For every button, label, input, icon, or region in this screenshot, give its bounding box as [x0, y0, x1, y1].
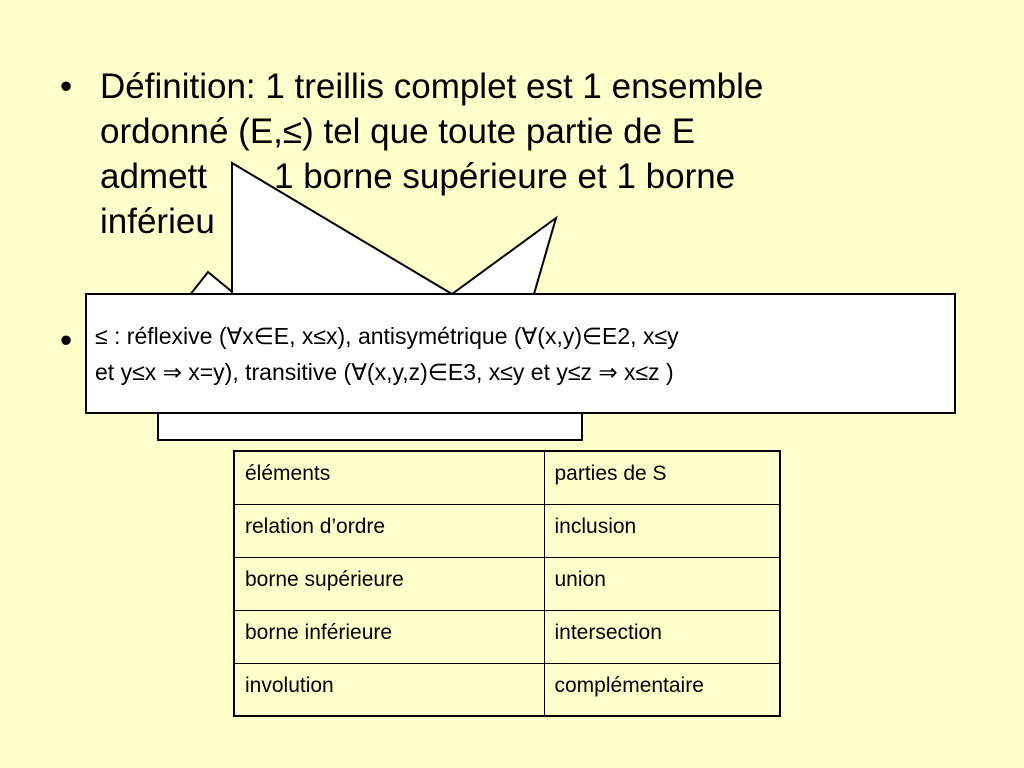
table-cell-right: union — [544, 557, 780, 610]
bullet-marker: • — [60, 67, 73, 106]
order-definition-line-1: ≤ : réflexive (∀x∈E, x≤x), antisymétrique (∀(x,y)∈E2, x≤y — [95, 323, 679, 349]
definition-line-3a: admett — [100, 157, 207, 196]
table-cell-right: complémentaire — [544, 663, 780, 716]
table-cell-left: éléments — [234, 451, 544, 504]
table-row — [234, 557, 780, 610]
second-bullet-marker: • — [60, 321, 73, 360]
front-callout-arrow — [232, 163, 556, 294]
definition-line-2: ordonné (E,≤) tel que toute partie de E — [100, 112, 696, 151]
table-cell-left: borne supérieure — [234, 557, 544, 610]
order-definition-line-2: et y≤x ⇒ x=y), transitive (∀(x,y,z)∈E3, x≤y et y≤z ⇒ x≤z ) — [95, 359, 674, 385]
correspondence-table — [233, 450, 781, 717]
definition-line-3b: 1 borne supérieure et 1 borne — [274, 157, 736, 196]
table-cell-left: borne inférieure — [234, 610, 544, 663]
table-row — [234, 663, 780, 716]
definition-line-1: Définition: 1 treillis complet est 1 ensemble — [100, 67, 764, 106]
table-row — [234, 610, 780, 663]
table-row — [234, 504, 780, 557]
table-cell-right: parties de S — [544, 451, 780, 504]
definition-line-4: inférieu — [100, 202, 215, 241]
table-cell-right: inclusion — [544, 504, 780, 557]
table-row — [234, 451, 780, 504]
table-cell-left: involution — [234, 663, 544, 716]
table-cell-right: intersection — [544, 610, 780, 663]
order-relation-definition-box — [85, 293, 956, 414]
table-cell-left: relation d’ordre — [234, 504, 544, 557]
